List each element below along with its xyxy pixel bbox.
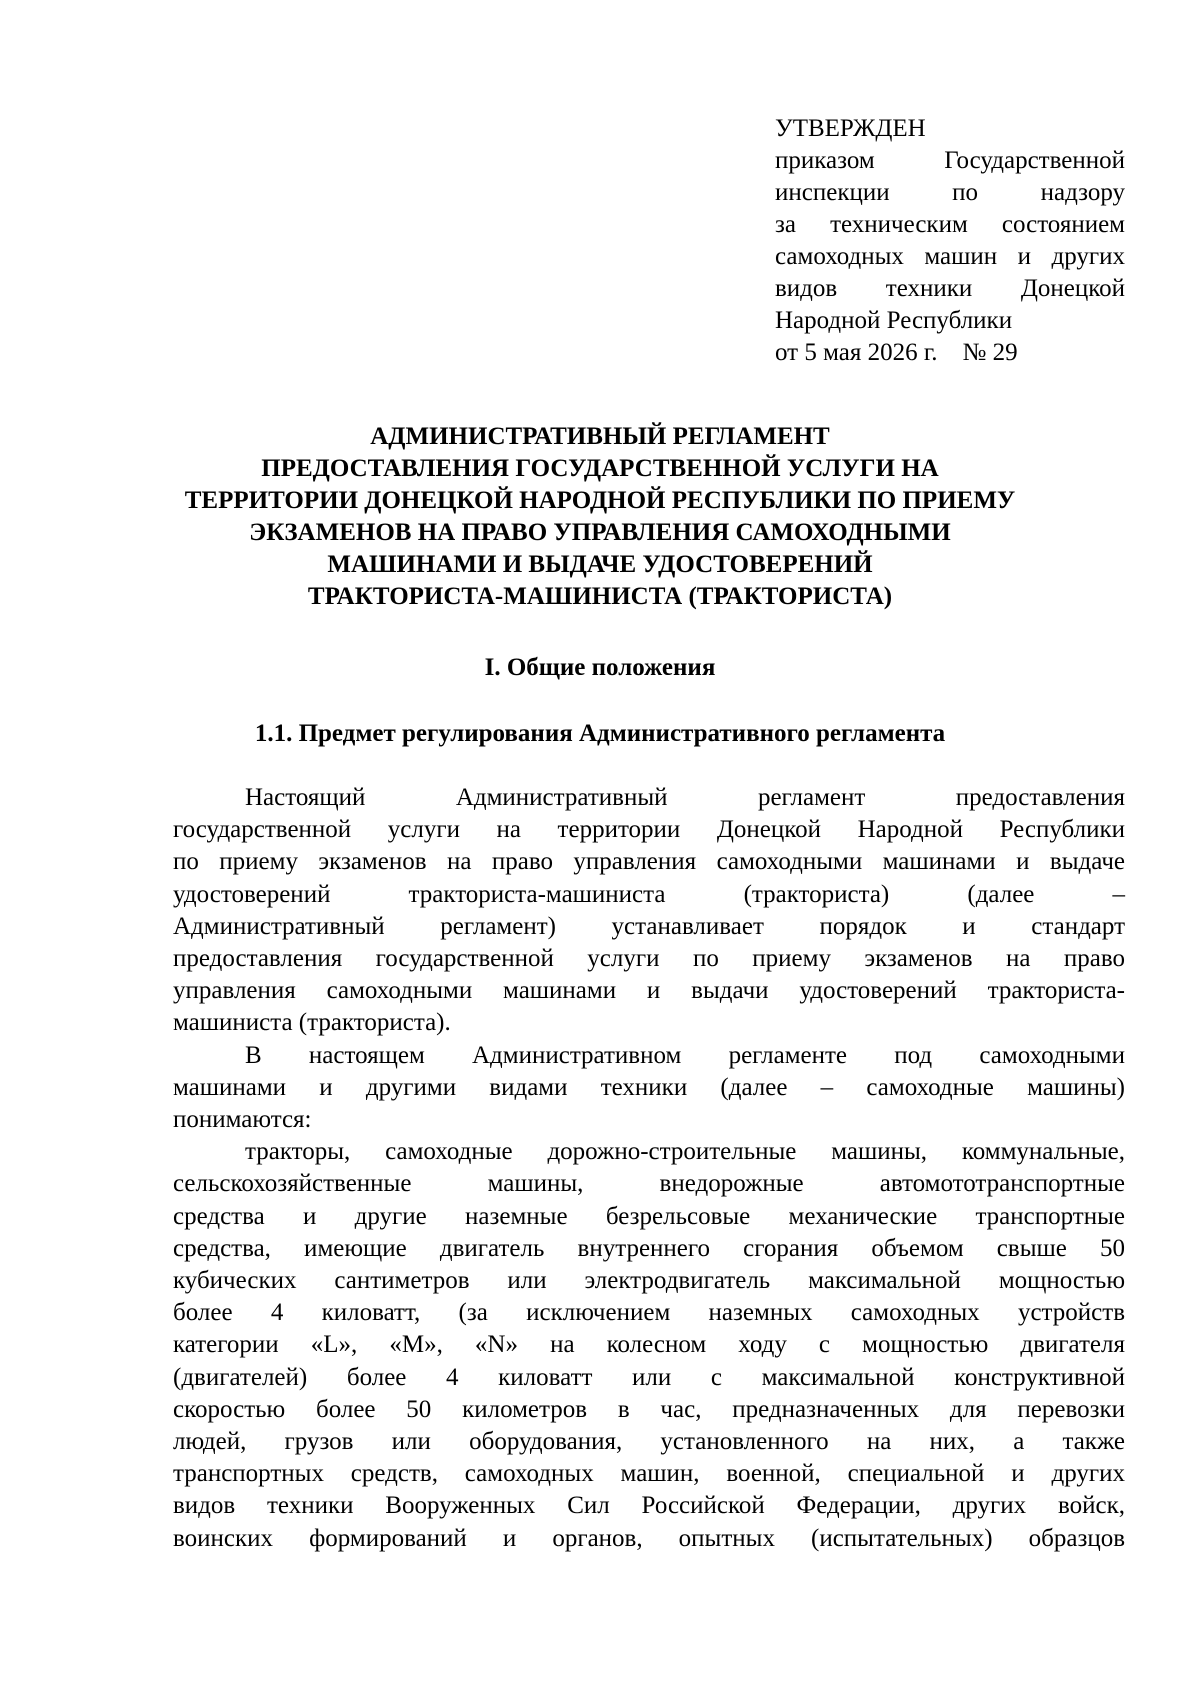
title-line: ПРЕДОСТАВЛЕНИЯ ГОСУДАРСТВЕННОЙ УСЛУГИ НА	[261, 455, 939, 482]
section-heading: I. Общие положения	[484, 654, 716, 681]
approval-date: от 5 мая 2026 г.	[775, 339, 938, 366]
approval-line: видов техники Донецкой	[775, 275, 1125, 302]
title-line: ЭКЗАМЕНОВ НА ПРАВО УПРАВЛЕНИЯ САМОХОДНЫМИ	[249, 519, 951, 546]
subsection-heading: 1.1. Предмет регулирования Административного регламента	[254, 720, 946, 747]
paragraph-line: удостоверений тракториста-машиниста (тракториста) (далее –	[173, 880, 1125, 908]
approval-heading: УТВЕРЖДЕН	[775, 115, 926, 142]
paragraph-line: машинами и другими видами техники (далее – самоходные машины)	[173, 1073, 1125, 1101]
approval-date-line	[775, 337, 1125, 369]
paragraph-line: по приему экзаменов на право управления самоходными машинами и выдаче	[173, 848, 1125, 876]
paragraph-line: Административный регламент) устанавливает порядок и стандарт	[173, 912, 1125, 940]
paragraph-line: В настоящем Административном регламенте под самоходными	[245, 1041, 1125, 1069]
approval-line: самоходных машин и других	[775, 243, 1125, 270]
paragraph-line: видов техники Вооруженных Сил Российской Федерации, других войск,	[173, 1492, 1125, 1520]
paragraph-line: государственной услуги на территории Донецкой Народной Республики	[173, 816, 1125, 844]
paragraph-line: средства и другие наземные безрельсовые механические транспортные	[173, 1202, 1125, 1230]
paragraph-line: управления самоходными машинами и выдачи удостоверений тракториста-	[173, 977, 1125, 1005]
title-line: МАШИНАМИ И ВЫДАЧЕ УДОСТОВЕРЕНИЙ	[327, 551, 873, 578]
approval-stamp-block	[775, 113, 1125, 369]
paragraph-line: Настоящий Административный регламент предоставления	[245, 784, 1125, 811]
paragraph-line: скоростью более 50 километров в час, предназначенных для перевозки	[173, 1395, 1125, 1423]
title-line: ТЕРРИТОРИИ ДОНЕЦКОЙ НАРОДНОЙ РЕСПУБЛИКИ ПО ПРИЕМУ	[184, 487, 1016, 514]
paragraph-line: машиниста (тракториста).	[173, 1009, 451, 1037]
paragraph-line: (двигателей) более 4 киловатт или с максимальной конструктивной	[173, 1363, 1125, 1391]
paragraph-line: людей, грузов или оборудования, установленного на них, а также	[173, 1428, 1125, 1456]
approval-spacer	[938, 339, 963, 366]
approval-number: № 29	[962, 339, 1018, 366]
title-line: АДМИНИСТРАТИВНЫЙ РЕГЛАМЕНТ	[370, 423, 830, 450]
paragraph-line: сельскохозяйственные машины, внедорожные автомототранспортные	[173, 1170, 1125, 1198]
paragraph-line: кубических сантиметров или электродвигатель максимальной мощностью	[173, 1267, 1125, 1295]
paragraph-line: транспортных средств, самоходных машин, военной, специальной и других	[173, 1460, 1125, 1488]
paragraph-line: тракторы, самоходные дорожно-строительные машины, коммунальные,	[245, 1138, 1125, 1166]
approval-line: инспекции по надзору	[775, 179, 1125, 206]
paragraph-line: категории «L», «M», «N» на колесном ходу с мощностью двигателя	[173, 1331, 1125, 1359]
paragraph-line: средства, имеющие двигатель внутреннего сгорания объемом свыше 50	[173, 1234, 1125, 1262]
approval-line: за техническим состоянием	[775, 211, 1125, 238]
paragraph-line: более 4 киловатт, (за исключением наземных самоходных устройств	[173, 1299, 1125, 1327]
paragraph-line: воинских формирований и органов, опытных (испытательных) образцов	[173, 1524, 1125, 1552]
paragraph-line: предоставления государственной услуги по приему экзаменов на право	[173, 945, 1125, 973]
document-title	[130, 421, 1070, 613]
title-line: ТРАКТОРИСТА-МАШИНИСТА (ТРАКТОРИСТА)	[307, 583, 893, 610]
approval-line: приказом Государственной	[775, 147, 1125, 174]
body-text	[173, 782, 1125, 1555]
approval-line: Народной Республики	[775, 307, 1013, 334]
paragraph-line: понимаются:	[173, 1106, 312, 1134]
